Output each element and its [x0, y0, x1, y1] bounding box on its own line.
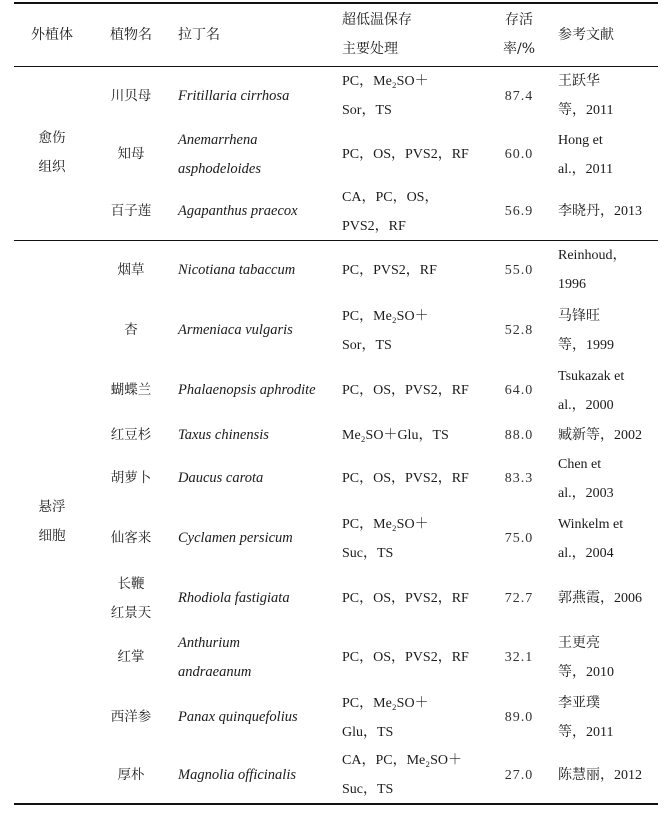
cell-treatment-line: Suc，TS	[342, 782, 394, 797]
bottom-rule	[14, 803, 658, 805]
cell-reference-line: 王跃华	[558, 74, 600, 89]
header-survival-rate-line: 存活	[505, 12, 533, 28]
cell-reference-line: Hong et	[558, 132, 603, 148]
cell-reference	[558, 183, 658, 240]
cell-latin-name-line: Nicotiana tabaccum	[178, 261, 296, 278]
cell-plant-name	[90, 747, 172, 803]
cell-treatment-line: Sor，TS	[342, 103, 392, 118]
cell-treatment-line: Suc，TS	[342, 545, 394, 561]
cell-plant-name	[90, 420, 172, 450]
cell-latin-name	[178, 507, 340, 570]
cell-treatment-line: Sor，TS	[342, 337, 392, 353]
cell-survival-rate-line: 72.7	[504, 591, 534, 606]
cell-latin-name	[178, 747, 340, 803]
cell-plant-name-line: 长鞭	[117, 575, 145, 592]
cell-reference-line: 陈慧丽，2012	[558, 767, 642, 783]
cell-plant-name	[90, 361, 172, 420]
cell-reference-line: al.，2003	[558, 485, 614, 501]
cell-survival-rate	[490, 627, 548, 688]
cell-survival-rate-line: 56.9	[504, 204, 534, 219]
cell-treatment	[342, 183, 490, 240]
cell-survival-rate	[490, 747, 548, 803]
cell-reference-line: 等，1999	[558, 337, 614, 353]
cell-plant-name-line: 蝴蝶兰	[110, 382, 152, 398]
explant-group	[14, 240, 90, 803]
cell-treatment-line: Glu，TS	[342, 724, 394, 740]
header-survival-rate-line: 率/%	[502, 41, 536, 57]
cell-treatment	[342, 300, 490, 361]
cell-treatment-line: CA，PC，OS，	[342, 189, 439, 205]
explant-group-line: 细胞	[38, 527, 66, 544]
cell-survival-rate-line: 32.1	[504, 650, 534, 665]
cell-treatment	[342, 361, 490, 420]
cell-survival-rate-line: 89.0	[504, 710, 534, 725]
cell-plant-name-line: 西洋参	[110, 709, 152, 725]
cell-reference	[558, 300, 658, 361]
cell-survival-rate-line: 27.0	[504, 767, 534, 783]
cell-treatment	[342, 747, 490, 803]
cell-plant-name-line: 胡萝卜	[110, 470, 152, 486]
cell-reference-line: Tsukazak et	[558, 368, 625, 384]
cell-latin-name-line: Anthurium	[178, 634, 241, 651]
cell-plant-name	[90, 450, 172, 507]
cell-latin-name-line: asphodeloides	[178, 160, 261, 177]
cell-latin-name-line: Fritillaria cirrhosa	[178, 87, 290, 104]
cell-latin-name-line: andraeanum	[178, 663, 252, 680]
cell-treatment	[342, 507, 490, 570]
cell-plant-name-line: 厚朴	[117, 766, 145, 783]
cell-latin-name	[178, 183, 340, 240]
cell-reference-line: 郭燕霞，2006	[558, 591, 642, 606]
cell-latin-name-line: Anemarrhena	[178, 131, 258, 148]
cell-reference-line: Reinhoud，	[558, 248, 627, 263]
cell-survival-rate	[490, 361, 548, 420]
header-treatment-line: 主要处理	[342, 41, 398, 57]
cell-treatment-line: PC，OS，PVS2，RF	[342, 471, 469, 486]
cell-treatment-line: PC，OS，PVS2，RF	[342, 147, 469, 162]
header-explant	[14, 4, 90, 66]
cell-survival-rate	[490, 570, 548, 627]
cell-survival-rate	[490, 126, 548, 183]
cell-reference-line: 王更亮	[558, 635, 600, 651]
header-explant-line: 外植体	[31, 26, 73, 43]
header-latin-name-line: 拉丁名	[178, 26, 220, 43]
cell-latin-name-line: Magnolia officinalis	[178, 766, 297, 783]
cell-latin-name	[178, 300, 340, 361]
cell-reference-line: 等，2011	[558, 103, 614, 118]
cell-survival-rate-line: 52.8	[504, 323, 534, 338]
cell-survival-rate	[490, 240, 548, 300]
cell-reference-line: al.，2004	[558, 545, 614, 561]
cell-treatment	[342, 240, 490, 300]
cell-treatment	[342, 570, 490, 627]
explant-group-line: 愈伤	[38, 130, 66, 146]
cell-treatment	[342, 66, 490, 126]
cell-plant-name	[90, 688, 172, 747]
cell-plant-name	[90, 183, 172, 240]
explant-group-line: 组织	[38, 159, 66, 175]
cell-plant-name	[90, 240, 172, 300]
cell-treatment-line: PC，Me₂SO＋	[342, 74, 429, 89]
cell-treatment-line: PC，Me₂SO＋	[342, 516, 429, 532]
cell-plant-name	[90, 627, 172, 688]
cell-plant-name-line: 百子莲	[110, 203, 152, 219]
cell-plant-name	[90, 66, 172, 126]
cell-plant-name-line: 红掌	[117, 649, 145, 665]
cell-latin-name-line: Phalaenopsis aphrodite	[178, 382, 316, 398]
cell-treatment-line: PC，OS，PVS2，RF	[342, 383, 469, 398]
cell-reference-line: al.，2011	[558, 161, 614, 177]
cell-survival-rate-line: 83.3	[504, 471, 534, 486]
cell-plant-name-line: 知母	[117, 146, 145, 162]
cell-reference-line: 李亚璞	[558, 695, 600, 711]
cell-latin-name	[178, 240, 340, 300]
cell-latin-name	[178, 420, 340, 450]
cryopreservation-table	[14, 0, 658, 813]
cell-reference	[558, 570, 658, 627]
cell-survival-rate-line: 75.0	[504, 531, 534, 546]
cell-survival-rate-line: 64.0	[504, 383, 534, 398]
cell-reference	[558, 450, 658, 507]
cell-plant-name-line: 红豆杉	[110, 426, 152, 443]
cell-treatment-line: PC，PVS2，RF	[342, 262, 437, 278]
cell-plant-name	[90, 126, 172, 183]
cell-reference	[558, 627, 658, 688]
cell-plant-name	[90, 507, 172, 570]
cell-reference-line: al.，2000	[558, 397, 614, 413]
cell-treatment	[342, 688, 490, 747]
cell-plant-name-line: 红景天	[110, 604, 152, 621]
cell-reference	[558, 507, 658, 570]
header-survival-rate	[490, 4, 548, 66]
cell-latin-name	[178, 361, 340, 420]
cell-reference-line: 李晓丹，2013	[558, 204, 642, 219]
cell-reference-line: 等，2010	[558, 664, 614, 680]
explant-group	[14, 66, 90, 240]
header-treatment	[342, 4, 490, 66]
header-reference-line: 参考文献	[558, 26, 614, 43]
header-treatment-line: 超低温保存	[342, 12, 412, 28]
cell-survival-rate	[490, 688, 548, 747]
cell-plant-name-line: 仙客来	[110, 530, 152, 546]
cell-latin-name	[178, 627, 340, 688]
cell-treatment-line: PC，OS，PVS2，RF	[342, 650, 469, 665]
cell-treatment	[342, 450, 490, 507]
cell-treatment-line: PC，OS，PVS2，RF	[342, 591, 469, 606]
cell-plant-name-line: 烟草	[117, 261, 145, 278]
cell-latin-name	[178, 688, 340, 747]
cell-reference	[558, 361, 658, 420]
cell-survival-rate	[490, 450, 548, 507]
cell-plant-name-line: 杏	[124, 322, 138, 338]
cell-reference	[558, 420, 658, 450]
cell-reference-line: 等，2011	[558, 724, 614, 740]
cell-latin-name-line: Rhodiola fastigiata	[178, 590, 290, 606]
cell-survival-rate-line: 88.0	[504, 427, 534, 443]
header-latin-name	[178, 4, 340, 66]
cell-survival-rate	[490, 183, 548, 240]
cell-treatment-line: PC，Me₂SO＋	[342, 308, 429, 324]
cell-reference-line: 臧新等，2002	[558, 427, 642, 443]
header-plant-name	[90, 4, 172, 66]
cell-latin-name	[178, 450, 340, 507]
cell-treatment	[342, 420, 490, 450]
cell-treatment-line: PC，Me₂SO＋	[342, 695, 429, 711]
cell-latin-name-line: Cyclamen persicum	[178, 530, 293, 546]
cell-reference-line: Winkelm et	[558, 516, 624, 532]
cell-treatment	[342, 126, 490, 183]
cell-survival-rate-line: 60.0	[504, 147, 534, 162]
cell-treatment-line: PVS2，RF	[342, 218, 406, 234]
cell-reference	[558, 66, 658, 126]
cell-latin-name	[178, 66, 340, 126]
cell-reference	[558, 240, 658, 300]
cell-survival-rate	[490, 507, 548, 570]
cell-latin-name-line: Daucus carota	[178, 470, 264, 486]
cell-reference	[558, 688, 658, 747]
cell-latin-name-line: Panax quinquefolius	[178, 709, 298, 725]
cell-reference-line: 马锋旺	[558, 308, 600, 324]
cell-treatment-line: CA，PC，Me₂SO＋	[342, 753, 463, 768]
cell-latin-name-line: Agapanthus praecox	[178, 203, 298, 219]
cell-survival-rate	[490, 66, 548, 126]
cell-latin-name-line: Taxus chinensis	[178, 426, 269, 443]
cell-reference	[558, 126, 658, 183]
cell-reference	[558, 747, 658, 803]
cell-plant-name	[90, 570, 172, 627]
cell-plant-name	[90, 300, 172, 361]
cell-survival-rate-line: 87.4	[504, 88, 534, 104]
cell-treatment	[342, 627, 490, 688]
cell-survival-rate-line: 55.0	[504, 262, 534, 278]
cell-reference-line: 1996	[558, 277, 586, 292]
header-reference	[558, 4, 658, 66]
cell-reference-line: Chen et	[558, 456, 602, 472]
cell-latin-name	[178, 126, 340, 183]
explant-group-line: 悬浮	[38, 498, 66, 515]
cell-treatment-line: Me₂SO＋Glu，TS	[342, 427, 449, 443]
header-plant-name-line: 植物名	[110, 26, 152, 43]
cell-plant-name-line: 川贝母	[110, 87, 152, 104]
cell-survival-rate	[490, 300, 548, 361]
cell-survival-rate	[490, 420, 548, 450]
cell-latin-name	[178, 570, 340, 627]
cell-latin-name-line: Armeniaca vulgaris	[178, 322, 293, 338]
